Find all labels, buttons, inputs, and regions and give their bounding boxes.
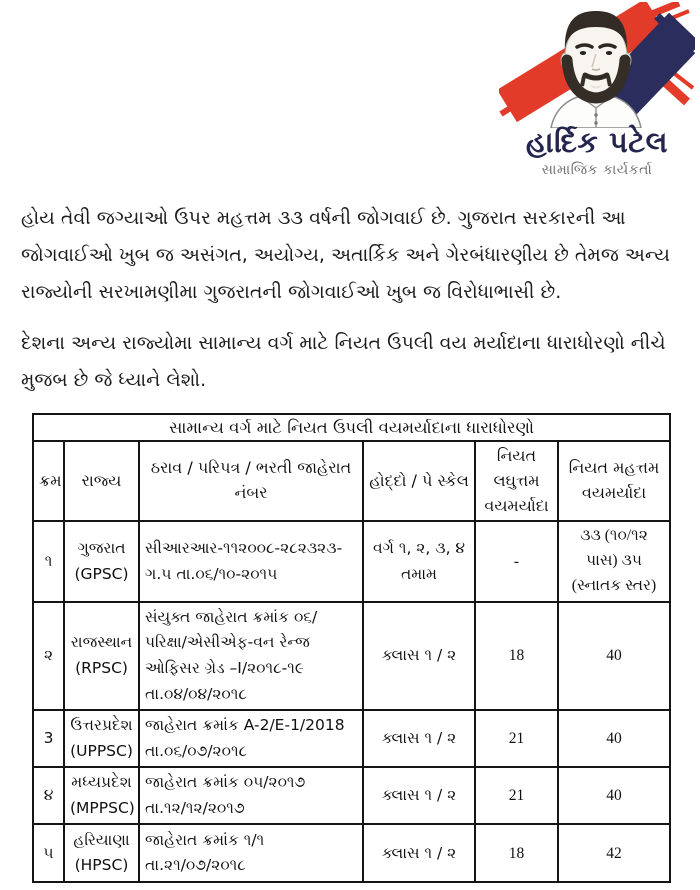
cell-post-payscale: ક્લાસ ૧ / ૨ [363, 767, 475, 824]
hardik-patel-portrait-icon [499, 2, 695, 128]
cell-min-age: 18 [475, 602, 558, 710]
cell-serial: ૪ [33, 767, 64, 824]
table-header-row [33, 441, 670, 521]
table-title: સામાન્ય વર્ગ માટે નિયત ઉપલી વયમર્યાદાના ધારાધોરણો [33, 414, 670, 441]
cell-max-age: 40 [558, 767, 670, 824]
cell-max-age: 40 [558, 710, 670, 767]
header-state: રાજ્ય [64, 441, 139, 521]
state-code: (RPSC) [75, 659, 128, 677]
state-name: મધ્યપ્રદેશ [71, 773, 132, 792]
state-name: ગુજરાત [77, 539, 126, 558]
table-row-uttar-pradesh [33, 710, 670, 767]
cell-post-payscale: ક્લાસ ૧ / ૨ [363, 824, 475, 882]
cell-serial: 3 [33, 710, 64, 767]
cell-state [64, 710, 139, 767]
cell-max-age: 40 [558, 602, 670, 710]
table-row-gujarat [33, 521, 670, 601]
header-min-age: નિયત લઘુત્તમ વયમર્યાદા [475, 441, 558, 521]
paragraph-age-provision: હોય તેવી જગ્યાઓ ઉપર મહત્તમ ૩૩ વર્ષની જોગવાઈ છે. ગુજરાત સરકારની આ જોગવાઈઓ ખુબ જ અસંગત, અયોગ્ય, અતાર્કિક અને ગેરબંધારણીય છે તેમજ અન્ય રાજ્યોની સરખામણીમા ગુજરાતની જોગવાઈઓ ખુબ જ વિરોધાભાસી છે. [21, 207, 670, 303]
cell-state [64, 521, 139, 601]
cell-min-age: 18 [475, 824, 558, 882]
state-code: (MPPSC) [70, 798, 135, 817]
cell-reference: જાહેરાત ક્રમાંક ૧/૧ તા.૨૧/૦૭/૨૦૧૮ [139, 824, 363, 882]
cell-reference: જાહેરાત ક્રમાંક ૦૫/૨૦૧૭ તા.૧૨/૧૨/૨૦૧૭ [139, 767, 363, 824]
header-reference: ઠરાવ / પરિપત્ર / ભરતી જાહેરાત નંબર [139, 441, 363, 521]
logo-subtitle: સામાજિક કાર્યકર્તા [541, 162, 653, 178]
cell-max-age: ૩૩ (૧૦/૧૨ પાસ) ૩૫ (સ્નાતક સ્તર) [558, 521, 670, 601]
state-code: (HPSC) [74, 856, 129, 875]
state-code: (UPPSC) [70, 741, 133, 760]
header-max-age: નિયત મહત્તમ વયમર્યાદા [558, 441, 670, 521]
table-row-madhya-pradesh [33, 767, 670, 824]
cell-post-payscale: વર્ગ ૧, ૨, ૩, ૪ તમામ [363, 521, 475, 601]
cell-post-payscale: ક્લાસ ૧ / ૨ [363, 602, 475, 710]
hardik-patel-logo [499, 2, 695, 178]
cell-max-age: 42 [558, 824, 670, 882]
header-post-payscale: હોદ્દો / પે સ્કેલ [363, 441, 475, 521]
cell-min-age: - [475, 521, 558, 601]
table-title-row [33, 414, 670, 441]
state-code: (GPSC) [74, 564, 129, 583]
table-row-rajasthan [33, 602, 670, 710]
state-name: રાજસ્થાન [70, 633, 133, 652]
document-content [21, 200, 682, 883]
age-limit-comparison-table [32, 413, 671, 883]
cell-reference: સીઆરઆર-૧૧૨૦૦૮-૨૮૨૩૨૩- ગ.૫ તા.૦૬/૧૦-૨૦૧૫ [139, 521, 363, 601]
cell-state [64, 602, 139, 710]
state-name: ઉત્તરપ્રદેશ [70, 716, 133, 735]
cell-reference: જાહેરાત ક્રમાંક A-2/E-1/2018 તા.૦૬/૦૭/૨૦૧૮ [139, 710, 363, 767]
cell-serial: ૧ [33, 521, 64, 601]
logo-name: હાર્દિક પટેલ [525, 125, 669, 159]
state-name: હરિયાણા [73, 830, 130, 849]
cell-min-age: 21 [475, 710, 558, 767]
table-row-haryana [33, 824, 670, 882]
header-serial: ક્રમ [33, 441, 64, 521]
cell-post-payscale: ક્લાસ ૧ / ૨ [363, 710, 475, 767]
cell-serial: ૨ [33, 602, 64, 710]
cell-reference: સંયુક્ત જાહેરાત ક્રમાંક ૦૬/પરિક્ષા/એસીએફ-વન રેન્જ ઓફિસર ગ્રેડ –I/૨૦૧૮-૧૯ તા.૦૪/૦૪/૨૦૧૮ [139, 602, 363, 710]
cell-serial: ૫ [33, 824, 64, 882]
cell-min-age: 21 [475, 767, 558, 824]
paragraph-other-states-intro: દેશના અન્ય રાજ્યોમા સામાન્ય વર્ગ માટે નિયત ઉપલી વય મર્યાદાના ધારાધોરણો નીચે મુજબ છે જે ધ્યાને લેશો. [21, 332, 666, 391]
cell-state [64, 824, 139, 882]
cell-state [64, 767, 139, 824]
